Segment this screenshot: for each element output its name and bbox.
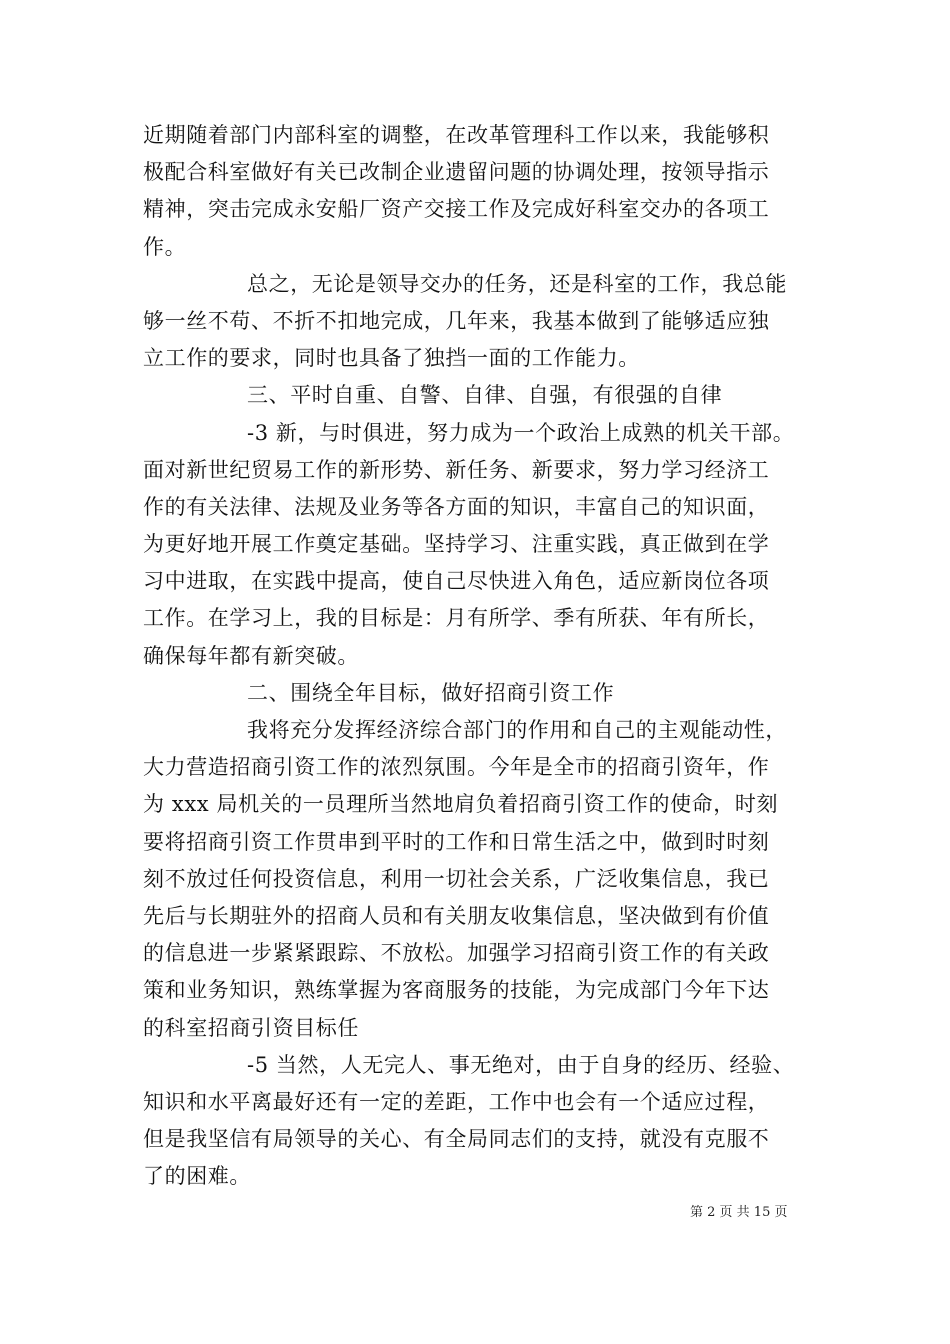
text-line: -5 当然，人无完人、事无绝对，由于自身的经历、经验、 xyxy=(247,1052,795,1077)
text-line: 确保每年都有新突破。 xyxy=(143,643,359,668)
text-line: 精神，突击完成永安船厂资产交接工作及完成好科室交办的各项工 xyxy=(143,197,770,222)
text-line: 总之，无论是领导交办的任务，还是科室的工作，我总能 xyxy=(247,271,787,296)
text-line: 知识和水平离最好还有一定的差距，工作中也会有一个适应过程， xyxy=(143,1089,770,1114)
text-line: 作。 xyxy=(143,234,187,259)
text-line: 了的困难。 xyxy=(143,1164,251,1189)
page-number-footer: 第 2 页 共 15 页 xyxy=(690,1205,788,1220)
text-line: 先后与长期驻外的招商人员和有关朋友收集信息，坚决做到有价值 xyxy=(143,903,770,928)
text-line: 作的有关法律、法规及业务等各方面的知识，丰富自己的知识面， xyxy=(143,494,770,519)
text-line: 极配合科室做好有关已改制企业遗留问题的协调处理，按领导指示 xyxy=(143,160,770,185)
text-line: 为更好地开展工作奠定基础。坚持学习、注重实践，真正做到在学 xyxy=(143,532,770,557)
body-text xyxy=(143,117,828,1195)
text-line: 面对新世纪贸易工作的新形势、新任务、新要求，努力学习经济工 xyxy=(143,457,770,482)
text-line: 工作。在学习上，我的目标是：月有所学、季有所获、年有所长， xyxy=(143,606,770,631)
text-line: 习中进取，在实践中提高，使自己尽快进入角色，适应新岗位各项 xyxy=(143,569,770,594)
section-heading: 二、围绕全年目标，做好招商引资工作 xyxy=(247,680,615,705)
text-line: 近期随着部门内部科室的调整，在改革管理科工作以来，我能够积 xyxy=(143,123,770,147)
text-line: -3 新，与时俱进，努力成为一个政治上成熟的机关干部。 xyxy=(247,420,795,445)
text-line: 的信息进一步紧紧跟踪、不放松。加强学习招商引资工作的有关政 xyxy=(143,941,770,966)
section-heading: 三、平时自重、自警、自律、自强，有很强的自律 xyxy=(247,383,723,408)
text-line: 为 xxx 局机关的一员理所当然地肩负着招商引资工作的使命，时刻 xyxy=(143,792,779,817)
text-line: 要将招商引资工作贯串到平时的工作和日常生活之中，做到时时刻 xyxy=(143,829,770,854)
text-line: 够一丝不苟、不折不扣地完成，几年来，我基本做到了能够适应独 xyxy=(143,308,770,333)
text-line: 大力营造招商引资工作的浓烈氛围。今年是全市的招商引资年，作 xyxy=(143,755,770,780)
text-line: 我将充分发挥经济综合部门的作用和自己的主观能动性， xyxy=(247,718,787,742)
text-line: 策和业务知识，熟练掌握为客商服务的技能，为完成部门今年下达 xyxy=(143,978,770,1003)
text-line: 的科室招商引资目标任 xyxy=(143,1015,359,1040)
text-line: 立工作的要求，同时也具备了独挡一面的工作能力。 xyxy=(143,346,640,371)
text-line: 刻不放过任何投资信息，利用一切社会关系，广泛收集信息，我已 xyxy=(143,866,770,891)
text-line: 但是我坚信有局领导的关心、有全局同志们的支持，就没有克服不 xyxy=(143,1127,770,1152)
